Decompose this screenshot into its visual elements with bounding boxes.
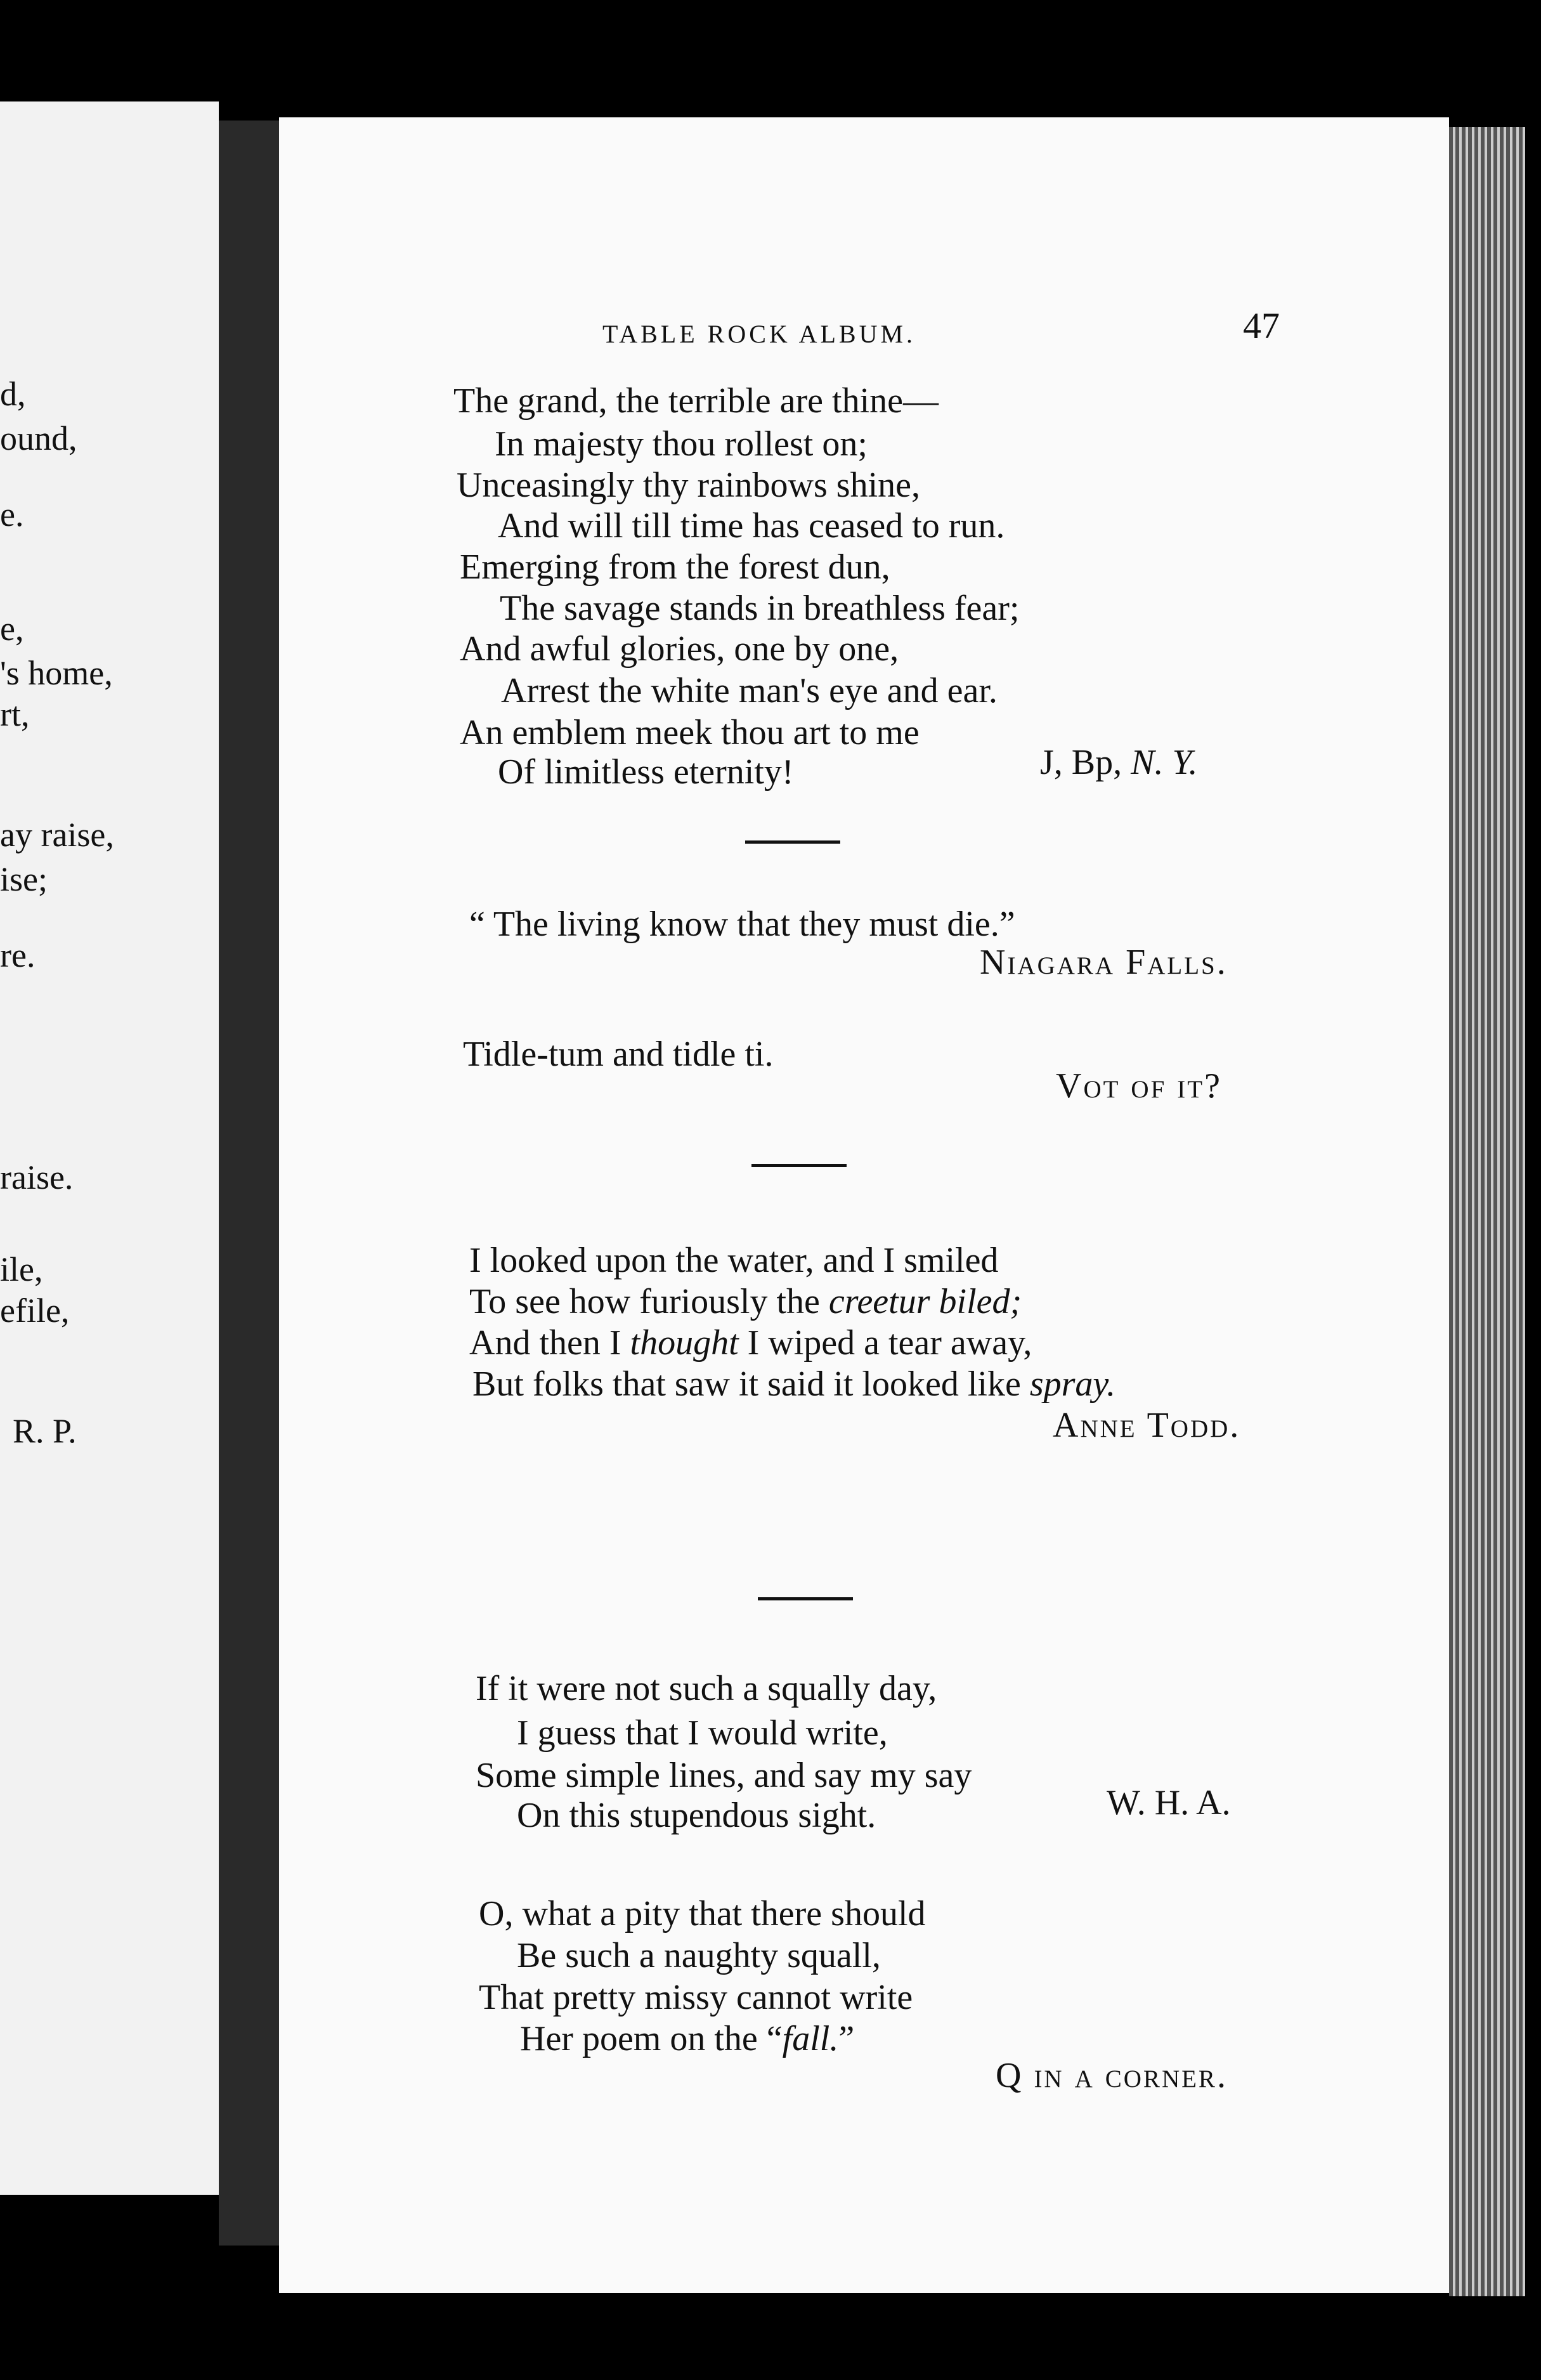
poem-line: Emerging from the forest dun, (460, 547, 890, 587)
facing-text: efile, (0, 1291, 70, 1330)
facing-text: re. (0, 936, 36, 974)
line-text: To see how furiously the (469, 1282, 829, 1321)
line-text: Her poem on the “ (520, 2019, 783, 2058)
poem-line: Arrest the white man's eye and ear. (501, 671, 998, 710)
poem-line: On this stupendous sight. (517, 1796, 876, 1835)
page-number: 47 (1243, 305, 1280, 346)
signature: W. H. A. (1107, 1783, 1231, 1822)
facing-text: rt, (0, 695, 30, 733)
signature-text: J, Bp, (1040, 743, 1122, 782)
signature: Q in a corner. (996, 2056, 1228, 2095)
poem-line: I looked upon the water, and I smiled (469, 1241, 999, 1280)
section-rule (758, 1597, 853, 1600)
poem-line (469, 1323, 1032, 1363)
signature: Anne Todd. (1053, 1406, 1241, 1445)
line-italic: spray. (1029, 1364, 1116, 1404)
facing-signature: R. P. (13, 1412, 77, 1450)
poem-line: Of limitless eternity! (498, 752, 794, 792)
page-edges (1449, 127, 1525, 2296)
poem-line (520, 2018, 854, 2059)
section-rule (745, 840, 840, 844)
poem-line: Be such a naughty squall, (517, 1936, 881, 1975)
poem-line: That pretty missy cannot write (479, 1978, 913, 2017)
poem-line: O, what a pity that there should (479, 1894, 926, 1933)
poem-line (472, 1364, 1115, 1404)
line-text: I wiped a tear away, (738, 1323, 1032, 1363)
line-italic: creetur biled; (828, 1282, 1022, 1321)
facing-text: ile, (0, 1250, 43, 1288)
signature: Niagara Falls. (980, 943, 1228, 982)
line-text: And then I (469, 1323, 630, 1363)
book-page (279, 117, 1449, 2293)
poem-line: Some simple lines, and say my say (476, 1756, 972, 1795)
poem-line: And will till time has ceased to run. (498, 506, 1005, 546)
line-text: ” (838, 2019, 855, 2058)
line-italic: fall. (782, 2019, 839, 2058)
facing-text: ay raise, (0, 816, 114, 854)
poem-line: The grand, the terrible are thine— (453, 381, 939, 421)
poem-line: An emblem meek thou art to me (460, 713, 920, 752)
poem-line: If it were not such a squally day, (476, 1669, 937, 1708)
poem-line: Unceasingly thy rainbows shine, (457, 466, 920, 505)
poem-line: The savage stands in breathless fear; (500, 589, 1020, 628)
signature-italic: N. Y. (1131, 743, 1198, 782)
section-rule (751, 1164, 847, 1167)
facing-text: e. (0, 495, 24, 533)
running-head: TABLE ROCK ALBUM. (602, 320, 916, 348)
line-italic: thought (630, 1323, 739, 1363)
poem-line: I guess that I would write, (517, 1713, 888, 1753)
poem-line (469, 1281, 1022, 1322)
book-gutter (219, 121, 279, 2246)
facing-text: 's home, (0, 654, 113, 692)
facing-page (0, 101, 219, 2195)
facing-text: ound, (0, 419, 77, 457)
facing-text: raise. (0, 1158, 74, 1196)
facing-text: ise; (0, 860, 48, 898)
facing-text: e, (0, 610, 24, 648)
quotation-line: “ The living know that they must die.” (469, 905, 1015, 944)
signature (1040, 742, 1198, 783)
signature: Vot of it? (1056, 1066, 1222, 1106)
facing-text: d, (0, 375, 26, 413)
line-text: But folks that saw it said it looked like (472, 1364, 1030, 1404)
poem-line: In majesty thou rollest on; (495, 424, 868, 464)
verse-line: Tidle-tum and tidle ti. (463, 1035, 774, 1074)
poem-line: And awful glories, one by one, (460, 629, 899, 669)
